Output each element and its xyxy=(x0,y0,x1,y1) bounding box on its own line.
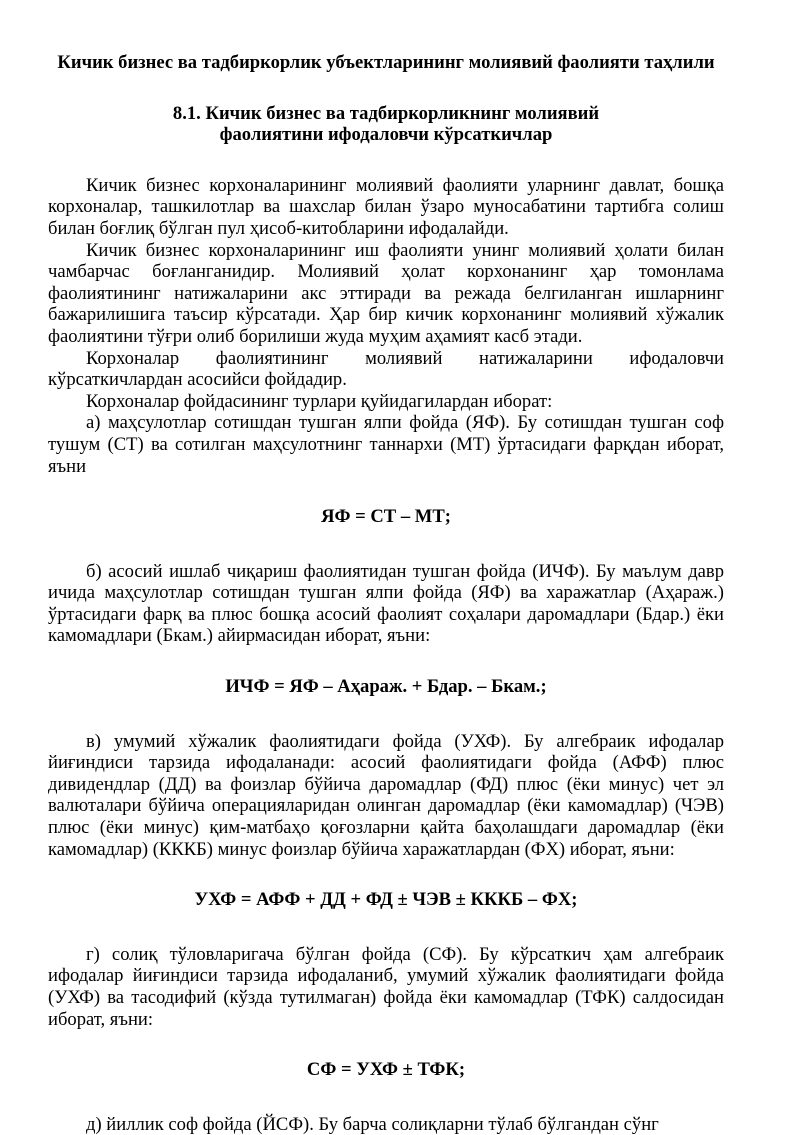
document-page xyxy=(48,52,724,1135)
paragraph-8: г) солиқ тўловларигача бўлган фойда (СФ). Бу кўрсаткич ҳам алгебраик ифодалар йиғиндиси тарзида ифодаланиб, умумий хўжалик фаолиятидаги фойда (УХФ) ва тасодифий (кўзда тутилмаган) фойда ёки камомадлар (ТФК) салдосидан иборат, яъни: xyxy=(48,943,724,1030)
paragraph-3: Корхоналар фаолиятининг молиявий натижаларини ифодаловчи кўрсаткичлардан асосийси фойдадир. xyxy=(48,347,724,391)
section-title xyxy=(48,103,724,146)
formula-yaf: ЯФ = СТ – МТ; xyxy=(321,506,451,528)
paragraph-7: в) умумий хўжалик фаолиятидаги фойда (УХФ). Бу алгебраик ифодалар йиғиндиси тарзида ифодаланади: асосий фаолиятидаги фойда (АФФ) плюс дивидендлар (ДД) ва фоизлар бўйича даромадлар (ФД) плюс (ёки минус) чет эл валюталари бўйича операцияларидан олинган даромадлар (ёки камомадлар) (ЧЭВ) плюс (ёки минус) қим-матбаҳо қоғозларни қайта баҳолашдаги даромадлар (ёки камомадлар) (КККБ) минус фоизлар бўйича харажатлардан (ФХ) иборат, яъни: xyxy=(48,730,724,860)
formula-sf: СФ = УХФ ± ТФК; xyxy=(306,1059,466,1081)
formula-ichf: ИЧФ = ЯФ – Аҳараж. + Бдар. – Бкам.; xyxy=(225,676,547,698)
paragraph-4: Корхоналар фойдасининг турлари қуйидагилардан иборат: xyxy=(86,390,553,412)
section-title-line-1: 8.1. Кичик бизнес ва тадбиркорликнинг молиявий xyxy=(172,102,600,124)
paragraph-9: д) йиллик соф фойда (ЙСФ). Бу барча солиқларни тўлаб бўлгандан сўнг xyxy=(86,1113,659,1135)
paragraph-1: Кичик бизнес корхоналарининг молиявий фаолияти уларнинг давлат, бошқа корхоналар, ташкилотлар ва шахслар билан ўзаро муносабатини тартибга солиш билан боғлиқ бўлган пул ҳисоб-китобларини ифодалайди. xyxy=(48,174,724,239)
paragraph-6: б) асосий ишлаб чиқариш фаолиятидан тушган фойда (ИЧФ). Бу маълум давр ичида маҳсулотлар сотишдан тушган ялпи фойда (ЯФ) ва харажатлар (Аҳараж.) ўртасидаги фарқ ва плюс бошқа асосий фаолият соҳалари даромадлари (Бдар.) ёки камомадлари (Бкам.) айирмасидан иборат, яъни: xyxy=(48,560,724,647)
paragraph-5: а) маҳсулотлар сотишдан тушган ялпи фойда (ЯФ). Бу сотишдан тушган соф тушум (СТ) ва сотилган маҳсулотнинг таннархи (МТ) ўртасидаги фарқдан иборат, яъни xyxy=(48,412,724,477)
formula-uhf: УХФ = АФФ + ДД + ФД ± ЧЭВ ± КККБ – ФХ; xyxy=(194,889,578,911)
chapter-title: Кичик бизнес ва тадбиркорлик убъектларининг молиявий фаолияти таҳлили xyxy=(57,52,715,73)
section-title-line-2: фаолиятини ифодаловчи кўрсаткичлар xyxy=(219,124,553,146)
paragraph-2: Кичик бизнес корхоналарининг иш фаолияти унинг молиявий ҳолати билан чамбарчас боғланганидир. Молиявий ҳолат корхонанинг ҳар томонлама фаолиятининг натижаларини акс эттиради ва режада белгиланган ишларнинг бажарилишига таъсир кўрсатади. Ҳар бир кичик корхонанинг молиявий хўжалик фаолиятини тўғри олиб борилиши жуда муҳим аҳамият касб этади. xyxy=(48,239,724,347)
